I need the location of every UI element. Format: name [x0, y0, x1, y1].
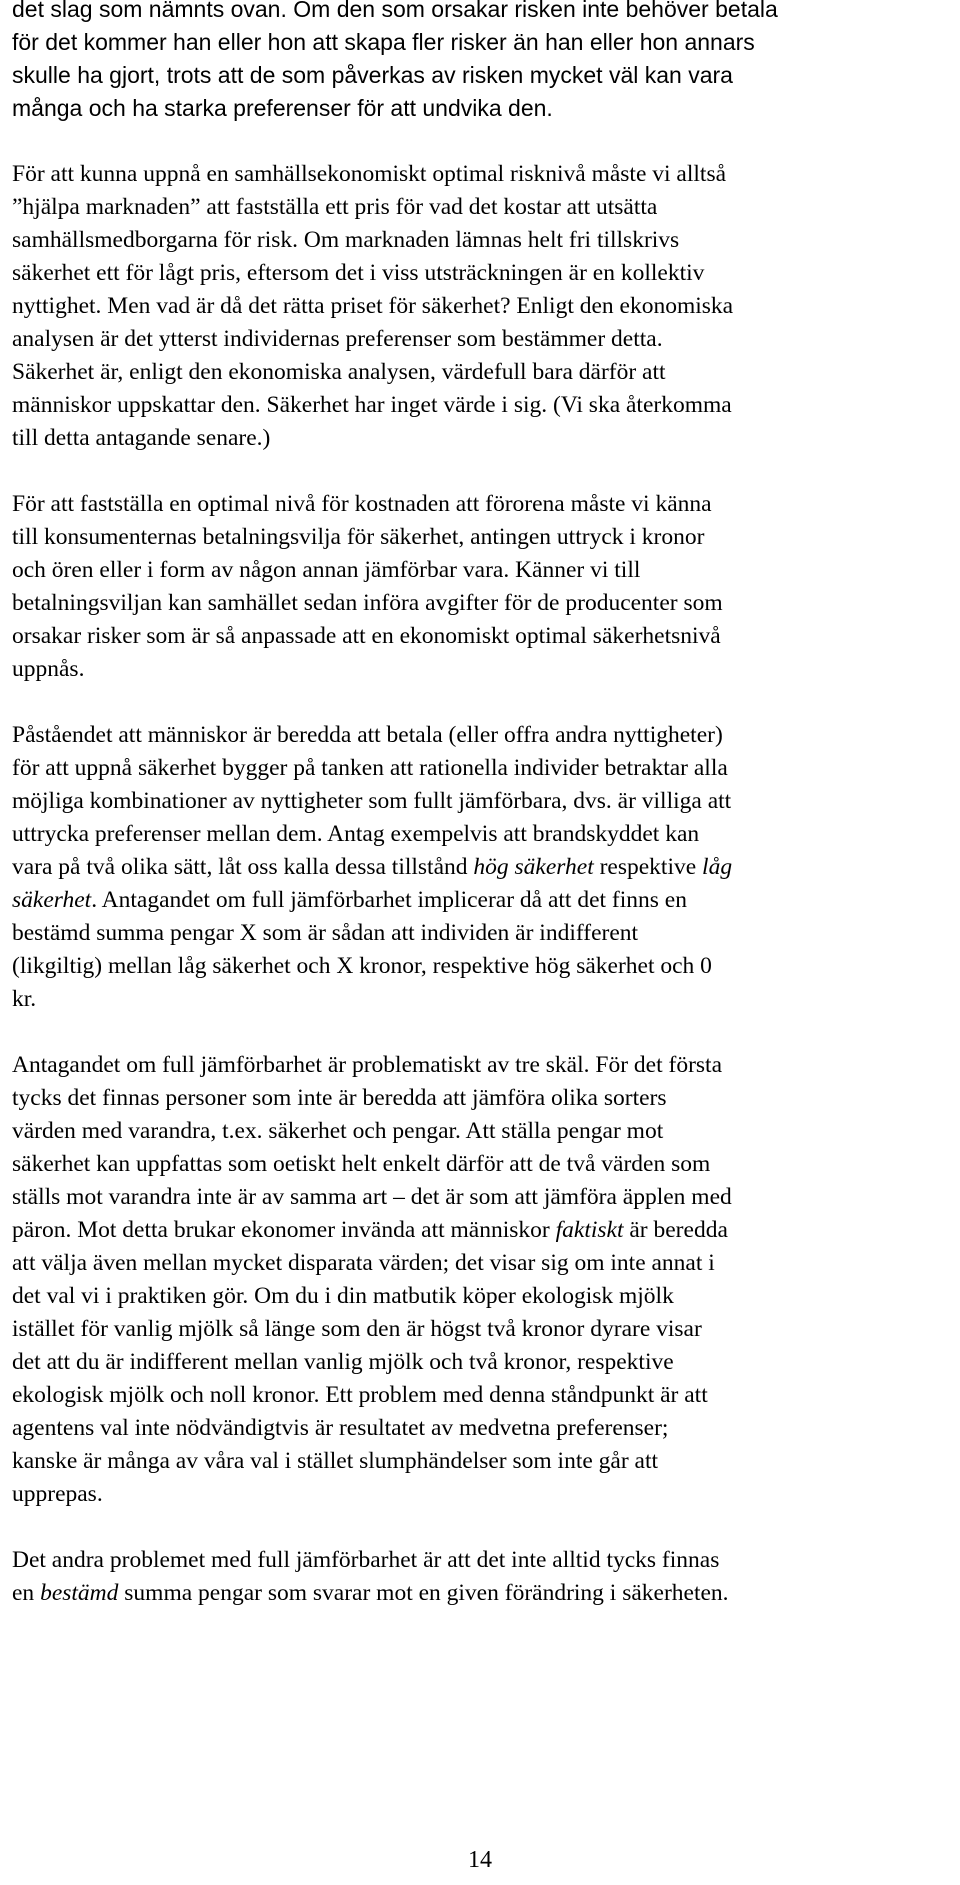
text-line	[12, 191, 958, 224]
text-span: många och ha starka preferenser för att undvika den.	[12, 95, 553, 121]
paragraph	[12, 158, 958, 455]
text-line	[12, 257, 958, 290]
paragraph	[12, 488, 958, 686]
text-span: säkerhet kan uppfattas som oetiskt helt enkelt därför att de två värden som	[12, 1151, 711, 1177]
text-span: För att fastställa en optimal nivå för kostnaden att förorena måste vi känna	[12, 491, 712, 517]
text-line	[12, 26, 958, 59]
text-span: för det kommer han eller hon att skapa fler risker än han eller hon annars	[12, 29, 755, 55]
paragraph	[12, 1544, 958, 1610]
text-span: människor uppskattar den. Säkerhet har inget värde i sig. (Vi ska återkomma	[12, 392, 732, 418]
text-line	[12, 1181, 958, 1214]
text-span: samhällsmedborgarna för risk. Om marknaden lämnas helt fri tillskrivs	[12, 227, 680, 253]
emphasis-text: faktiskt	[555, 1217, 624, 1243]
text-line	[12, 1412, 958, 1445]
text-line	[12, 422, 958, 455]
text-line	[12, 785, 958, 818]
text-line	[12, 752, 958, 785]
text-span: tycks det finnas personer som inte är beredda att jämföra olika sorters	[12, 1085, 667, 1111]
text-line	[12, 653, 958, 686]
text-span: summa pengar som svarar mot en given förändring i säkerheten.	[118, 1580, 729, 1606]
paragraph	[12, 719, 958, 1016]
text-line	[12, 224, 958, 257]
text-line	[12, 1445, 958, 1478]
text-span: en	[12, 1580, 41, 1606]
text-line	[12, 356, 958, 389]
text-line	[12, 1148, 958, 1181]
text-line	[12, 884, 958, 917]
text-line	[12, 554, 958, 587]
text-span: ”hjälpa marknaden” att fastställa ett pris för vad det kostar att utsätta	[12, 194, 658, 220]
text-span: det slag som nämnts ovan. Om den som orsakar risken inte behöver betala	[12, 0, 778, 22]
text-line	[12, 1346, 958, 1379]
text-span: ställs mot varandra inte är av samma art – det är som att jämföra äpplen med	[12, 1184, 732, 1210]
paragraph	[12, 1049, 958, 1511]
text-line	[12, 1544, 958, 1577]
text-line	[12, 1313, 958, 1346]
text-span: kanske är många av våra val i stället slumphändelser som inte går att	[12, 1448, 659, 1474]
text-line	[12, 290, 958, 323]
text-span: möjliga kombinationer av nyttigheter som fullt jämförbara, dvs. är villiga att	[12, 788, 732, 814]
text-span: skulle ha gjort, trots att de som påverkas av risken mycket väl kan vara	[12, 62, 733, 88]
text-span: istället för vanlig mjölk så länge som den är högst två kronor dyrare visar	[12, 1316, 702, 1342]
text-span: respektive	[593, 854, 703, 880]
text-line	[12, 983, 958, 1016]
text-span: betalningsviljan kan samhället sedan införa avgifter för de producenter som	[12, 590, 723, 616]
text-line	[12, 158, 958, 191]
text-line	[12, 488, 958, 521]
text-line	[12, 587, 958, 620]
text-span: upprepas.	[12, 1481, 103, 1507]
text-span: agentens val inte nödvändigtvis är resultatet av medvetna preferenser;	[12, 1415, 669, 1441]
text-span: uppnås.	[12, 656, 85, 682]
text-span: och ören eller i form av någon annan jämförbar vara. Känner vi till	[12, 557, 641, 583]
text-line	[12, 851, 958, 884]
text-span: Säkerhet är, enligt den ekonomiska analysen, värdefull bara därför att	[12, 359, 666, 385]
text-span: till detta antagande senare.)	[12, 425, 271, 451]
emphasis-text: säkerhet	[12, 887, 92, 913]
text-line	[12, 818, 958, 851]
text-span: Påståendet att människor är beredda att betala (eller offra andra nyttigheter)	[12, 722, 723, 748]
page-number: 14	[468, 1847, 492, 1873]
emphasis-text: bestämd	[40, 1580, 119, 1606]
text-line	[12, 1577, 958, 1610]
text-span: bestämd summa pengar X som är sådan att individen är indifferent	[12, 920, 639, 946]
text-span: säkerhet ett för lågt pris, eftersom det i viss utsträckningen är en kollektiv	[12, 260, 705, 286]
text-line	[12, 1247, 958, 1280]
text-span: att välja även mellan mycket disparata värden; det visar sig om inte annat i	[12, 1250, 715, 1276]
text-span: kr.	[12, 986, 37, 1012]
emphasis-text: hög säkerhet	[473, 854, 594, 880]
text-line	[12, 950, 958, 983]
text-line	[12, 1049, 958, 1082]
text-span: päron. Mot detta brukar ekonomer invända att människor	[12, 1217, 556, 1243]
text-line	[12, 719, 958, 752]
text-line	[12, 1379, 958, 1412]
text-span: Antagandet om full jämförbarhet är problematiskt av tre skäl. För det första	[12, 1052, 723, 1078]
text-line	[12, 323, 958, 356]
text-line	[12, 389, 958, 422]
text-line	[12, 917, 958, 950]
text-span: för att uppnå säkerhet bygger på tanken att rationella individer betraktar alla	[12, 755, 728, 781]
text-span: ekologisk mjölk och noll kronor. Ett problem med denna ståndpunkt är att	[12, 1382, 708, 1408]
text-span: analysen är det ytterst individernas preferenser som bestämmer detta.	[12, 326, 663, 352]
text-line	[12, 1082, 958, 1115]
document-page	[12, 0, 958, 1610]
text-line	[12, 1115, 958, 1148]
emphasis-text: låg	[702, 854, 733, 880]
text-span: nyttighet. Men vad är då det rätta priset för säkerhet? Enligt den ekonomiska	[12, 293, 734, 319]
text-span: värden med varandra, t.ex. säkerhet och pengar. Att ställa pengar mot	[12, 1118, 664, 1144]
text-span: det val vi i praktiken gör. Om du i din matbutik köper ekologisk mjölk	[12, 1283, 674, 1309]
text-line	[12, 521, 958, 554]
text-line	[12, 92, 958, 125]
text-span: uttrycka preferenser mellan dem. Antag exempelvis att brandskyddet kan	[12, 821, 700, 847]
text-line	[12, 1214, 958, 1247]
paragraph	[12, 0, 958, 125]
text-span: är beredda	[623, 1217, 728, 1243]
text-line	[12, 59, 958, 92]
text-line	[12, 0, 958, 26]
text-span: orsakar risker som är så anpassade att en ekonomiskt optimal säkerhetsnivå	[12, 623, 721, 649]
text-span: det att du är indifferent mellan vanlig mjölk och två kronor, respektive	[12, 1349, 674, 1375]
text-line	[12, 1280, 958, 1313]
text-line	[12, 620, 958, 653]
text-span: Det andra problemet med full jämförbarhet är att det inte alltid tycks finnas	[12, 1547, 720, 1573]
text-span: (likgiltig) mellan låg säkerhet och X kronor, respektive hög säkerhet och 0	[12, 953, 712, 979]
text-line	[12, 1478, 958, 1511]
text-span: För att kunna uppnå en samhällsekonomiskt optimal risknivå måste vi alltså	[12, 161, 727, 187]
text-span: till konsumenternas betalningsvilja för säkerhet, antingen uttryck i kronor	[12, 524, 705, 550]
text-span: vara på två olika sätt, låt oss kalla dessa tillstånd	[12, 854, 474, 880]
text-span: . Antagandet om full jämförbarhet implicerar då att det finns en	[91, 887, 687, 913]
